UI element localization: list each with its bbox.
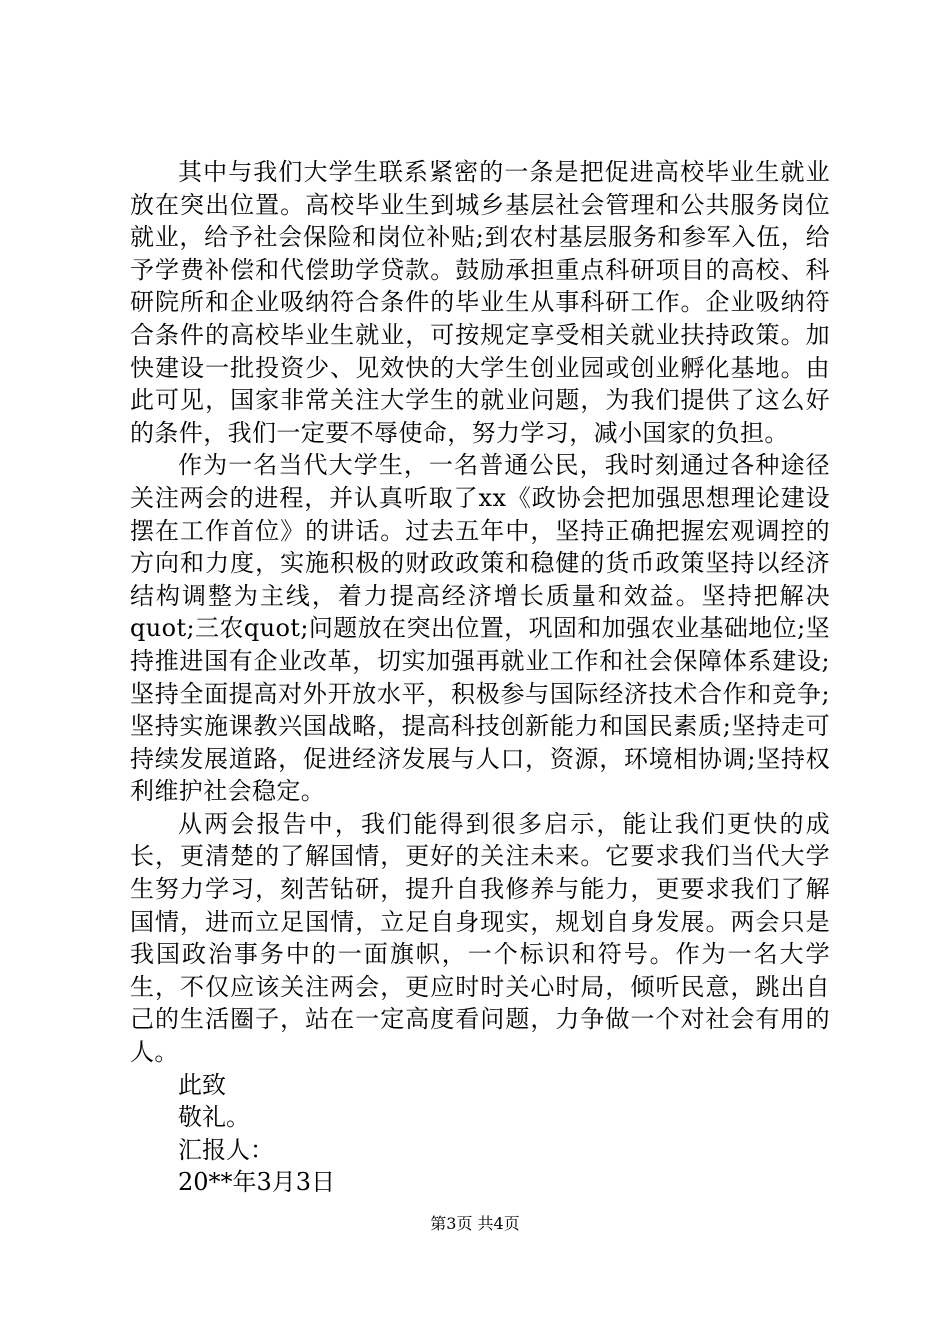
- paragraph-two-sessions: 作为一名当代大学生，一名普通公民，我时刻通过各种途径关注两会的进程，并认真听取了xx《政协会把加强思想理论建设摆在工作首位》的讲话。过去五年中，坚持正确把握宏观调控的方向和力度，实施积极的财政政策和稳健的货币政策坚持以经济结构调整为主线，着力提高经济增长质量和效益。坚持把解决quot;三农quot;问题放在突出位置，巩固和加强农业基础地位;坚持推进国有企业改革，切实加强再就业工作和社会保障体系建设;坚持全面提高对外开放水平，积极参与国际经济技术合作和竞争;坚持实施课教兴国战略，提高科技创新能力和国民素质;坚持走可持续发展道路，促进经济发展与人口，资源，环境相协调;坚持权利维护社会稳定。: [130, 451, 830, 806]
- closing-salutation: 此致: [178, 1070, 226, 1099]
- paragraph-inspiration: 从两会报告中，我们能得到很多启示，能让我们更快的成长，更清楚的了解国情，更好的关注未来。它要求我们当代大学生努力学习，刻苦钻研，提升自我修养与能力，更要求我们了解国情，进而立足国情，立足自身现实，规划自身发展。两会只是我国政治事务中的一面旗帜，一个标识和符号。作为一名大学生，不仅应该关注两会，更应时时关心时局，倾听民意，跳出自己的生活圈子，站在一定高度看问题，力争做一个对社会有用的人。: [130, 809, 830, 1067]
- paragraph-employment: 其中与我们大学生联系紧密的一条是把促进高校毕业生就业放在突出位置。高校毕业生到城乡基层社会管理和公共服务岗位就业，给予社会保险和岗位补贴;到农村基层服务和参军入伍，给予学费补偿和代偿助学贷款。鼓励承担重点科研项目的高校、科研院所和企业吸纳符合条件的毕业生从事科研工作。企业吸纳符合条件的高校毕业生就业，可按规定享受相关就业扶持政策。加快建设一批投资少、见效快的大学生创业园或创业孵化基地。由此可见，国家非常关注大学生的就业问题，为我们提供了这么好的条件，我们一定要不辱使命，努力学习，减小国家的负担。: [130, 158, 830, 447]
- closing-date: 20**年3月3日: [178, 1168, 336, 1197]
- closing-reporter: 汇报人：: [178, 1135, 274, 1164]
- document-body: [130, 156, 830, 1199]
- closing-respect: 敬礼。: [178, 1103, 250, 1132]
- page-footer: 第3页 共4页: [430, 1214, 520, 1233]
